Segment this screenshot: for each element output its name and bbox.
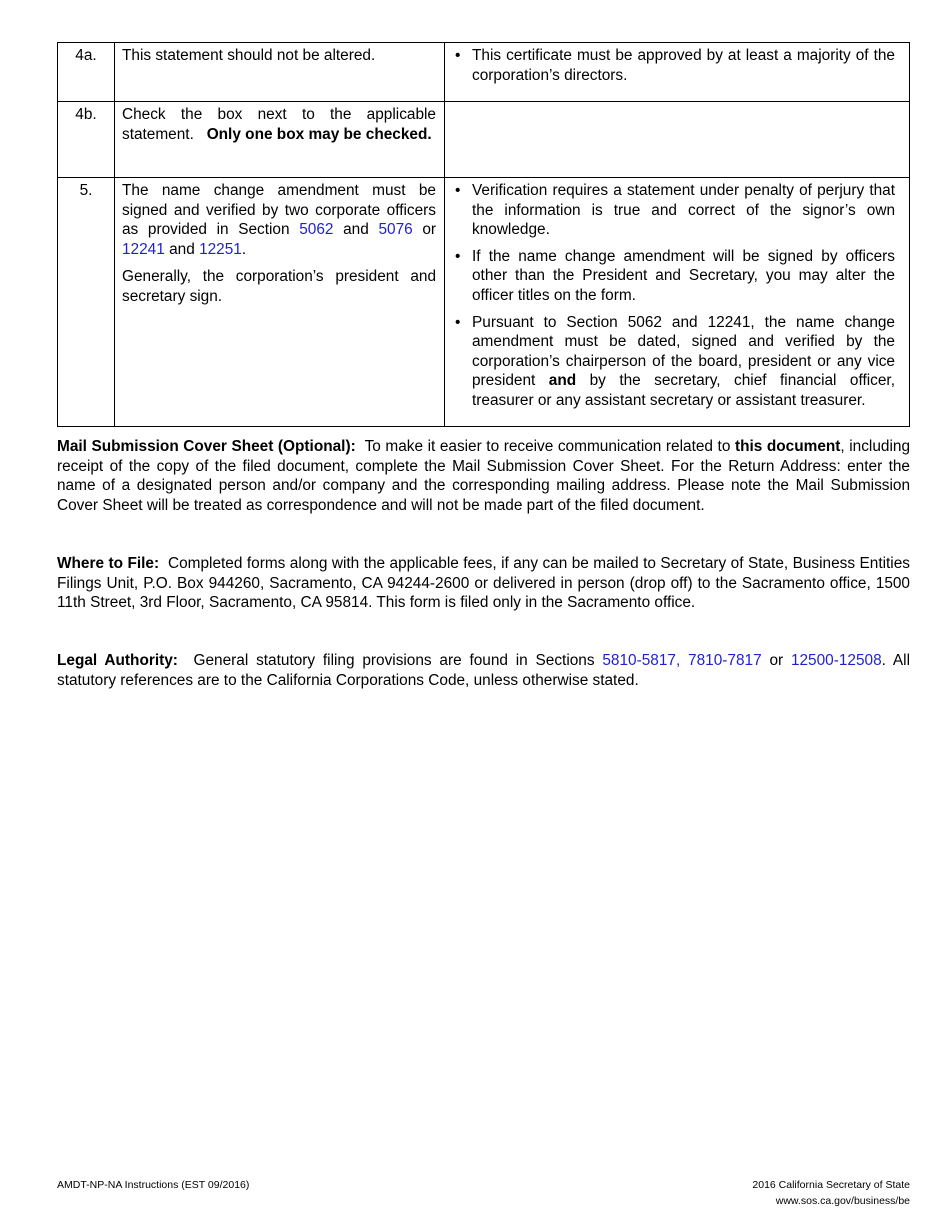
item-number: 4a. [58,43,115,102]
item-number: 5. [58,178,115,427]
legal-authority-text: General statutory filing provisions are found in Sections [193,652,595,669]
table-row-4a [58,43,910,102]
bullet-bold: and [548,372,577,390]
note-bullet: • This certificate must be approved by at least a majority of the corporation’s directors. [452,46,895,85]
item-notes [445,102,910,178]
bullet-text: by the secretary, chief financial officer, treasurer or any assistant secretary or assistant treasurer. [472,372,895,409]
item-instruction [115,178,445,427]
bullet-text: Pursuant to Section 5062 and 12241, the name change amendment must be dated, signed and verified by the corporation’s chairperson of the board, president or any vice president [472,313,895,390]
note-bullet [452,313,895,411]
section-5062-link[interactable]: 5062 [299,221,334,239]
item-instruction: This statement should not be altered. [115,43,445,102]
mail-cover-bold: this document [734,438,841,455]
where-to-file-heading: Where to File: [57,555,160,572]
footer-right [752,1177,910,1209]
conj: or [422,221,437,239]
conj: and [169,240,195,258]
instructions-table [57,42,910,427]
legal-authority-text: . All statutory references are to the California Corporations Code, unless otherwise stated. [57,652,910,689]
mail-cover-text: , including receipt of the copy of the filed document, complete the Mail Submission Cover Sheet. For the Return Address: enter the name of a designated person and/or company and the corresponding mailing address. Please note the Mail Submission Cover Sheet will be treated as correspondence and will not be made part of the filed document. [57,438,911,514]
mail-cover-text: To make it easier to receive communication related to [364,438,731,455]
instruction-bold: Only one box may be checked. [206,125,432,143]
sections-12500-link[interactable]: 12500-12508 [790,652,882,669]
mail-cover-paragraph [57,437,910,515]
legal-authority-paragraph [57,651,910,690]
period: . [241,240,247,258]
table-row-4b [58,102,910,178]
note-bullet: • If the name change amendment will be signed by officers other than the President and Secretary, you may alter the officer titles on the form. [452,247,895,306]
conj: or [769,652,784,669]
instruction-text: The name change amendment must be signed and verified by two corporate officers as provided in Section [122,182,436,239]
table-row-5 [58,178,910,427]
conj: and [343,221,369,239]
section-5076-link[interactable]: 5076 [378,221,413,239]
mail-cover-heading: Mail Submission Cover Sheet (Optional): [57,438,356,455]
sections-5810-link[interactable]: 5810-5817, [602,652,681,669]
item-instruction [115,102,445,178]
item-number: 4b. [58,102,115,178]
where-to-file-paragraph [57,554,910,613]
item-notes [445,178,910,427]
where-to-file-text: Completed forms along with the applicable fees, if any can be mailed to Secretary of State, Business Entities Filings Unit, P.O. Box 944260, Sacramento, CA 94244-2600 or delivered in person (drop off) to the Sacramento office, 1500 11th Street, 3rd Floor, Sacramento, CA 95814. This form is filed only in the Sacramento office. [57,555,910,612]
section-12251-link[interactable]: 12251 [199,240,242,258]
instruction-text: Check the box next to the applicable statement. [122,106,436,143]
footer-website: www.sos.ca.gov/business/be [775,1195,910,1207]
item-notes [445,43,910,102]
section-12241-link[interactable]: 12241 [122,240,165,258]
legal-authority-heading: Legal Authority: [57,652,178,669]
footer-copyright: 2016 California Secretary of State [752,1179,910,1191]
note-bullet: • Verification requires a statement under penalty of perjury that the information is true and correct of the signor’s own knowledge. [452,181,895,240]
sections-7810-link[interactable]: 7810-7817 [688,652,762,669]
footer-form-id: AMDT-NP-NA Instructions (EST 09/2016) [57,1179,250,1191]
instruction-text: Generally, the corporation’s president and secretary sign. [122,268,436,305]
